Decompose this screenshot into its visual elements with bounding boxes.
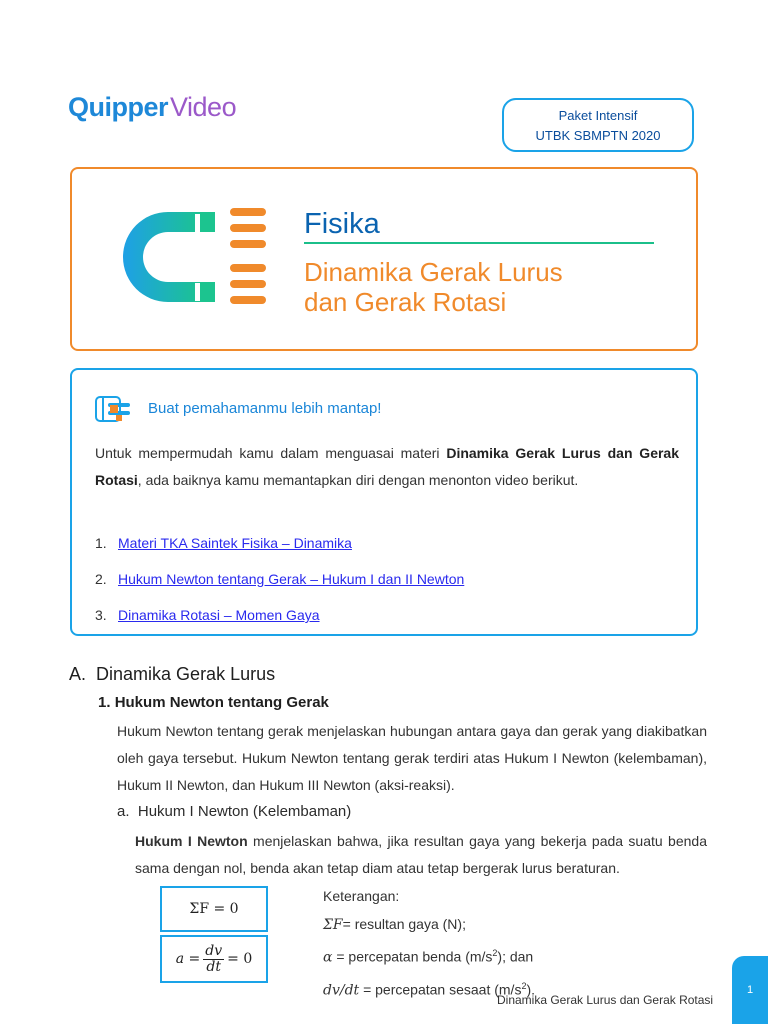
package-line-2: UTBK SBMPTN 2020 [535,128,661,143]
formula-sum-force-text: ΣF = 0 [189,901,239,917]
logo-video-text: Video [170,92,237,122]
package-badge [502,98,694,152]
newton-intro-paragraph: Hukum Newton tentang gerak menjelaskan hubungan antara gaya dan gerak yang diakibatkan oleh gaya tersebut. Hukum Newton tentang gerak terdiri atas Hukum I Newton (kelembaman), Hukum II Newton, dan Hukum III Newton (aksi-reaksi). [117,723,707,793]
formula-rhs: = 0 [227,951,253,967]
info-text-bold: Dinamika Gerak Lurus dan Gerak Rotasi [95,445,680,488]
symbol-dv-dt: dv/dt [323,982,360,999]
page-number: 1 [746,984,754,996]
formula-acceleration [160,935,268,983]
section-a-title: Dinamika Gerak Lurus [96,664,276,684]
link-number: 2. [95,571,107,587]
keterangan-line-2 [323,939,535,972]
superscript-2: 2 [492,948,498,958]
subsection-a-label: a. [117,803,130,820]
info-text-start: Untuk mempermudah kamu dalam menguasai materi [95,445,447,461]
formula-lhs: a = [175,951,201,967]
footer-title: Dinamika Gerak Lurus dan Gerak Rotasi [497,993,714,1007]
video-link-3[interactable]: Dinamika Rotasi – Momen Gaya [118,607,320,623]
subsection-1-heading [98,694,329,711]
video-link-2[interactable]: Hukum Newton tentang Gerak – Hukum I dan II Newton [118,571,465,587]
video-link-item [95,571,464,587]
keterangan-text-2b: ); dan [497,948,534,965]
video-link-1[interactable]: Materi TKA Saintek Fisika – Dinamika [118,535,352,551]
link-number: 3. [95,607,107,623]
keterangan-text-3b: ). [526,981,536,998]
keterangan-title: Keterangan: [323,888,400,904]
topic-title [304,257,563,317]
info-text-end: , ada baiknya kamu memantapkan diri dengan menonton video berikut. [137,472,579,488]
video-link-item [95,535,352,551]
keterangan-block [323,882,535,1004]
video-link-item [95,607,320,623]
section-a-label: A. [69,664,87,684]
quipper-video-logo [68,92,236,123]
subsection-1-title: Hukum Newton tentang Gerak [114,694,329,711]
keterangan-line-1 [323,910,535,939]
keterangan-text-2a: = percepatan benda (m/s [332,948,493,965]
info-heading: Buat pemahamanmu lebih mantap! [148,400,382,417]
subject-divider [304,242,654,244]
magnet-icon [118,206,270,308]
subject-title: Fisika [304,208,380,240]
keterangan-text-1: = resultan gaya (N); [342,916,466,932]
section-a-heading [69,664,275,685]
formula-numerator: dv [205,942,223,959]
formula-denominator: dt [206,958,222,975]
topic-line-1: Dinamika Gerak Lurus [304,257,563,287]
topic-line-2: dan Gerak Rotasi [304,287,507,317]
subsection-a-title: Hukum I Newton (Kelembaman) [137,803,352,820]
info-paragraph [95,440,679,494]
newton-first-law-text: menjelaskan bahwa, jika resultan gaya yang bekerja pada suatu benda sama dengan nol, benda akan tetap diam atau tetap bergerak lurus beraturan. [135,833,707,876]
video-book-icon [94,395,134,423]
superscript-2: 2 [521,980,527,991]
logo-quipper-text: Quipper [68,92,169,122]
newton-first-law-bold: Hukum I Newton [135,833,248,849]
symbol-sum-force: ΣF [323,917,343,933]
formula-fraction [203,944,224,975]
subsection-a-heading [117,803,351,820]
newton-first-law-paragraph [135,828,707,882]
formula-sum-force [160,886,268,932]
package-line-1: Paket Intensif [558,108,638,123]
subsection-1-label: 1. [98,694,111,711]
symbol-alpha: α [323,949,333,966]
link-number: 1. [95,535,107,551]
keterangan-text-3a: = percepatan sesaat (m/s [359,981,522,998]
